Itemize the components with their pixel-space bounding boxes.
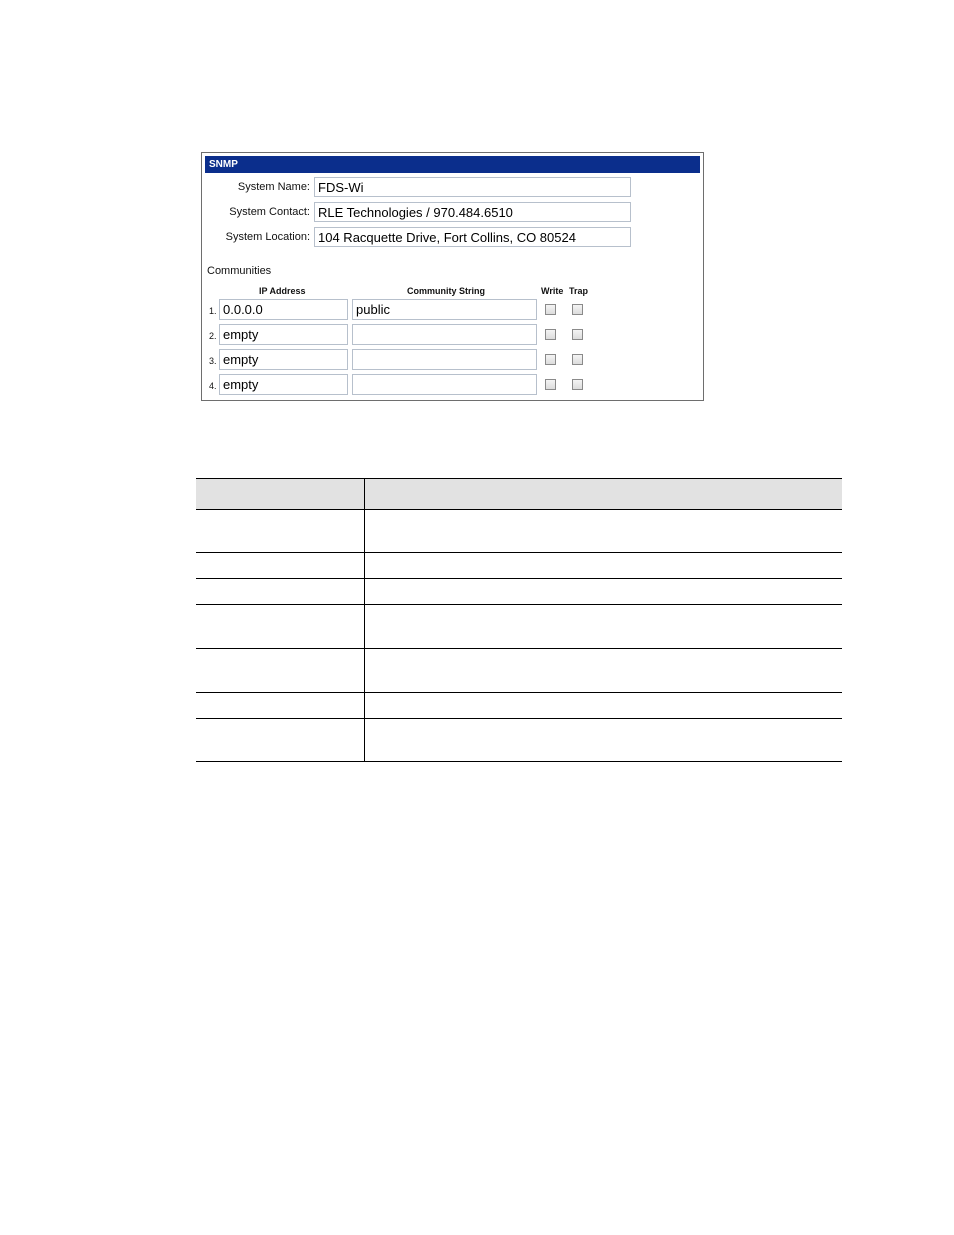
table-cell — [196, 605, 365, 649]
table-cell — [365, 579, 843, 605]
ip-address-column-header: IP Address — [259, 286, 306, 296]
table-row — [196, 579, 842, 605]
table-cell — [196, 510, 365, 553]
table-cell — [365, 693, 843, 719]
table-cell — [365, 510, 843, 553]
communities-label: Communities — [207, 265, 272, 277]
community-row-number: 3. — [209, 356, 217, 366]
community-string-input[interactable] — [352, 324, 537, 345]
trap-checkbox[interactable] — [572, 379, 583, 390]
snmp-panel-title: SNMP — [205, 156, 700, 173]
table-row — [196, 553, 842, 579]
table-header-cell — [365, 479, 843, 510]
table-cell — [365, 553, 843, 579]
system-name-label: System Name: — [237, 181, 310, 193]
community-row-number: 1. — [209, 306, 217, 316]
community-string-column-header: Community String — [407, 286, 485, 296]
table-cell — [196, 553, 365, 579]
table-row — [196, 605, 842, 649]
system-location-input[interactable] — [314, 227, 631, 247]
community-row-number: 2. — [209, 331, 217, 341]
reference-table — [196, 478, 842, 762]
write-column-header: Write — [541, 286, 564, 296]
write-checkbox[interactable] — [545, 354, 556, 365]
trap-column-header: Trap — [569, 286, 589, 296]
community-string-input[interactable] — [352, 374, 537, 395]
community-ip-input[interactable] — [219, 299, 348, 320]
table-cell — [196, 649, 365, 693]
table-row — [196, 510, 842, 553]
snmp-panel — [201, 152, 704, 401]
system-location-label: System Location: — [225, 231, 310, 243]
trap-checkbox[interactable] — [572, 354, 583, 365]
table-cell — [365, 605, 843, 649]
write-checkbox[interactable] — [545, 379, 556, 390]
table-cell — [196, 719, 365, 762]
community-ip-input[interactable] — [219, 349, 348, 370]
community-row-number: 4. — [209, 381, 217, 391]
table-row — [196, 719, 842, 762]
table-header-cell — [196, 479, 365, 510]
trap-checkbox[interactable] — [572, 329, 583, 340]
table-cell — [365, 649, 843, 693]
community-ip-input[interactable] — [219, 374, 348, 395]
community-string-input[interactable] — [352, 349, 537, 370]
community-ip-input[interactable] — [219, 324, 348, 345]
table-row — [196, 693, 842, 719]
table-cell — [196, 693, 365, 719]
system-contact-label: System Contact: — [229, 206, 310, 218]
system-name-input[interactable] — [314, 177, 631, 197]
table-row — [196, 649, 842, 693]
trap-checkbox[interactable] — [572, 304, 583, 315]
table-cell — [196, 579, 365, 605]
write-checkbox[interactable] — [545, 304, 556, 315]
table-cell — [365, 719, 843, 762]
community-string-input[interactable] — [352, 299, 537, 320]
write-checkbox[interactable] — [545, 329, 556, 340]
system-contact-input[interactable] — [314, 202, 631, 222]
table-header-row — [196, 479, 842, 510]
